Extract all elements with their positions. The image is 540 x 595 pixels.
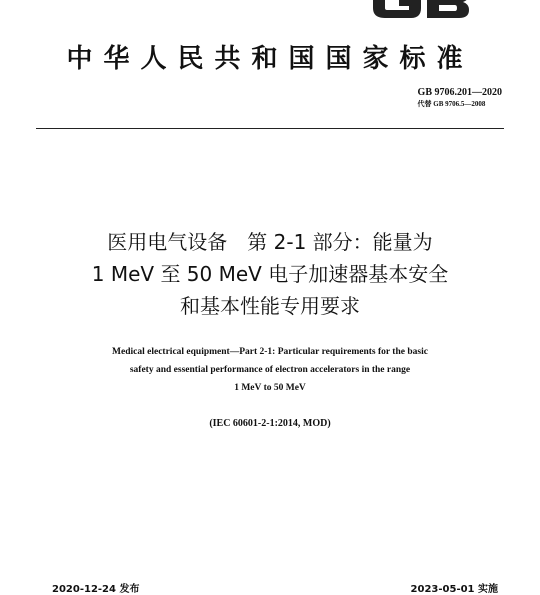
english-title-line: 1 MeV to 50 MeV (234, 383, 306, 393)
standard-number: GB 9706.201—2020 (417, 87, 502, 98)
replaces-standard: 代替 GB 9706.5—2008 (417, 100, 486, 108)
english-title-line: safety and essential performance of electron accelerators in the range (129, 365, 411, 375)
iec-reference: (IEC 60601-2-1:2014, MOD) (209, 418, 331, 429)
english-title-line: Medical electrical equipment—Part 2-1: Particular requirements for the basic (112, 347, 428, 357)
chinese-title-line: 医用电气设备 第 2-1 部分：能量为 (107, 230, 433, 254)
standard-number-block (418, 87, 502, 109)
english-title (0, 343, 540, 397)
gb-logo (365, 0, 475, 24)
issue-date: 2020-12-24 发布 (52, 584, 140, 595)
header-divider (36, 128, 504, 129)
gb-logo-mark (365, 0, 475, 24)
chinese-title (0, 226, 540, 322)
implementation-date: 2023-05-01 实施 (410, 584, 498, 595)
chinese-title-line: 1 MeV 至 50 MeV 电子加速器基本安全 (91, 262, 449, 286)
chinese-title-line: 和基本性能专用要求 (180, 294, 360, 318)
national-standard-heading: 中华人民共和国国家标准 (66, 44, 474, 74)
